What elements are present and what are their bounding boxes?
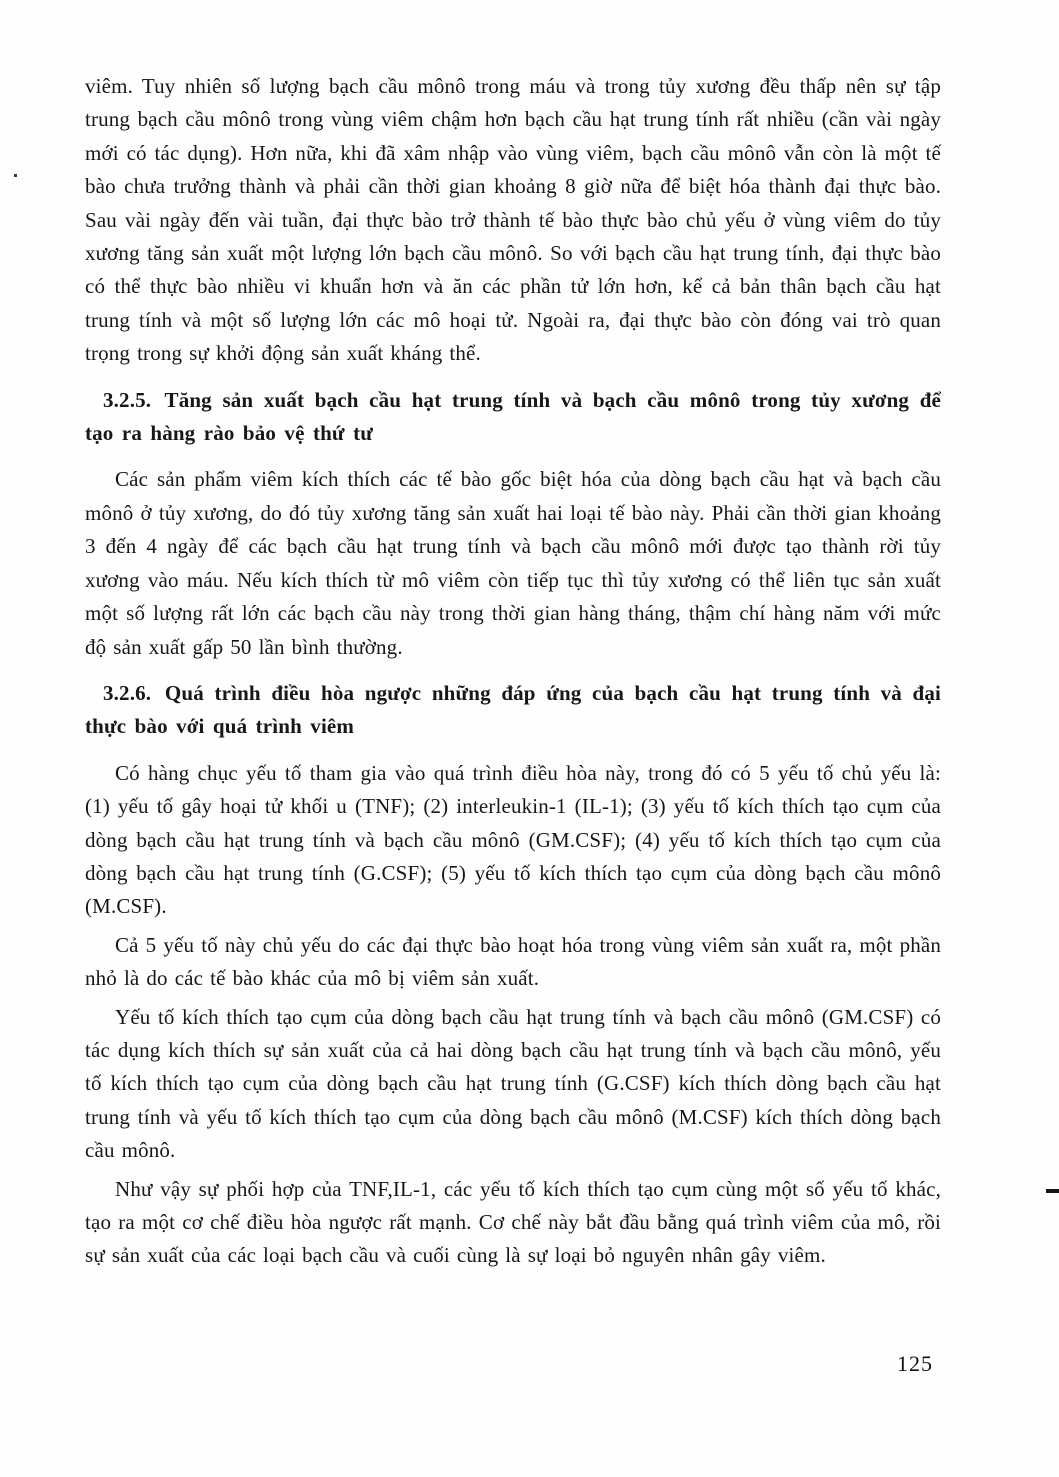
- section-heading-3-2-6: [85, 677, 941, 744]
- section-number: 3.2.5.: [103, 387, 152, 412]
- paragraph-five-factors: Có hàng chục yếu tố tham gia vào quá trình điều hòa này, trong đó có 5 yếu tố chủ yếu là: (1) yếu tố gây hoại tử khối u (TNF); (2) interleukin-1 (IL-1); (3) yếu tố kích thích tạo cụm của dòng bạch cầu hạt trung tính và bạch cầu mônô (GM.CSF); (4) yếu tố kích thích tạo cụm của dòng bạch cầu hạt trung tính (G.CSF); (5) yếu tố kích thích tạo cụm của dòng bạch cầu mônô (M.CSF).: [85, 760, 941, 919]
- section-heading-3-2-5: [85, 384, 941, 451]
- paragraph-monocyte-continuation: viêm. Tuy nhiên số lượng bạch cầu mônô trong máu và trong tủy xương đều thấp nên sự tập trung bạch cầu mônô trong vùng viêm chậm hơn bạch cầu hạt trung tính rất nhiều (cần vài ngày mới có tác dụng). Hơn nữa, khi đã xâm nhập vào vùng viêm, bạch cầu mônô vẫn còn là một tế bào chưa trưởng thành và phải cần thời gian khoảng 8 giờ nữa để biệt hóa thành đại thực bào. Sau vài ngày đến vài tuần, đại thực bào trở thành tế bào thực bào chủ yếu ở vùng viêm do tủy xương tăng sản xuất một lượng lớn bạch cầu mônô. So với bạch cầu hạt trung tính, đại thực bào có thể thực bào nhiều vi khuẩn hơn và ăn các phần tử lớn hơn, kể cả bản thân bạch cầu hạt trung tính và một số lượng lớn các mô hoại tử. Ngoài ra, đại thực bào còn đóng vai trò quan trọng trong sự khởi động sản xuất kháng thể.: [85, 74, 941, 366]
- scan-speck: [14, 174, 17, 177]
- paragraph-marrow-production: Các sản phẩm viêm kích thích các tế bào gốc biệt hóa của dòng bạch cầu hạt và bạch cầu mônô ở tủy xương, do đó tủy xương tăng sản xuất hai loại tế bào này. Phải cần thời gian khoảng 3 đến 4 ngày để các bạch cầu hạt trung tính và bạch cầu mônô mới được tạo thành rời tủy xương vào máu. Nếu kích thích từ mô viêm còn tiếp tục thì tủy xương có thể liên tục sản xuất một số lượng rất lớn các bạch cầu này trong thời gian hàng tháng, thậm chí hàng năm với mức độ sản xuất gấp 50 lần bình thường.: [85, 467, 941, 659]
- page-content: [85, 70, 941, 1273]
- paragraph-factors-origin: Cả 5 yếu tố này chủ yếu do các đại thực bào hoạt hóa trong vùng viêm sản xuất ra, một phần nhỏ là do các tế bào khác của mô bị viêm sản xuất.: [85, 932, 941, 991]
- section-title: Tăng sản xuất bạch cầu hạt trung tính và bạch cầu mônô trong tủy xương để tạo ra hàng rào bảo vệ thứ tư: [85, 387, 941, 446]
- scan-edge-mark: [1046, 1189, 1059, 1193]
- section-title: Quá trình điều hòa ngược những đáp ứng của bạch cầu hạt trung tính và đại thực bào với quá trình viêm: [85, 680, 941, 739]
- section-number: 3.2.6.: [103, 680, 152, 705]
- paragraph-feedback-summary: Như vậy sự phối hợp của TNF,IL-1, các yếu tố kích thích tạo cụm cùng một số yếu tố khác, tạo ra một cơ chế điều hòa ngược rất mạnh. Cơ chế này bắt đầu bằng quá trình viêm của mô, rồi sự sản xuất của các loại bạch cầu và cuối cùng là sự loại bỏ nguyên nhân gây viêm.: [85, 1176, 941, 1268]
- page-number: 125: [897, 1351, 933, 1376]
- paragraph-csf-effects: Yếu tố kích thích tạo cụm của dòng bạch cầu hạt trung tính và bạch cầu mônô (GM.CSF) có tác dụng kích thích sự sản xuất của cả hai dòng bạch cầu hạt trung tính và bạch cầu mônô, yếu tố kích thích tạo cụm của dòng bạch cầu hạt trung tính (G.CSF) kích thích dòng bạch cầu hạt trung tính và yếu tố kích thích tạo cụm của dòng bạch cầu mônô (M.CSF) kích thích dòng bạch cầu mônô.: [85, 1004, 941, 1163]
